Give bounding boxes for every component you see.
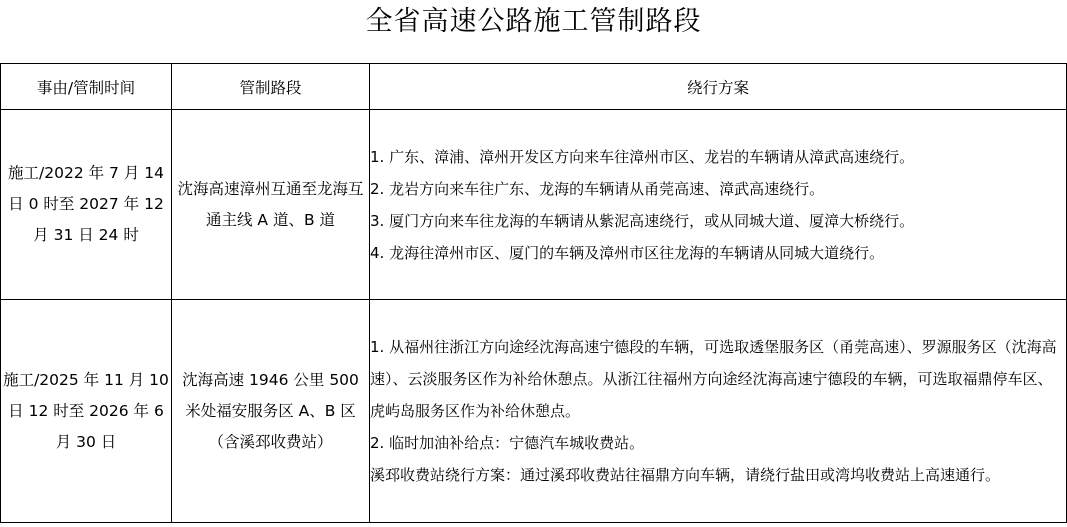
construction-control-table xyxy=(0,63,1067,523)
detour-plan-cell xyxy=(370,110,1067,300)
detour-plan-line: 溪邳收费站绕行方案：通过溪邳收费站往福鼎方向车辆，请绕行盐田或湾坞收费站上高速通行。 xyxy=(370,466,1001,484)
controlled-section-cell: 沈海高速 1946 公里 500 米处福安服务区 A、B 区（含溪邳收费站） xyxy=(172,300,370,523)
detour-plan-cell xyxy=(370,300,1067,523)
header-controlled-section: 管制路段 xyxy=(172,64,370,110)
table-header-row xyxy=(1,64,1067,110)
reason-time-cell: 施工/2022 年 7 月 14 日 0 时至 2027 年 12 月 31 日 24 时 xyxy=(1,110,172,300)
table-row xyxy=(1,110,1067,300)
detour-plan-line: 1. 从福州往浙江方向途经沈海高速宁德段的车辆，可选取透堡服务区（甬莞高速）、罗源服务区（沈海高速）、云淡服务区作为补给休憩点。从浙江往福州方向途经沈海高速宁德段的车辆，可选取福鼎停车区、虎屿岛服务区作为补给休憩点。 xyxy=(370,338,1057,420)
header-detour-plan: 绕行方案 xyxy=(370,64,1067,110)
detour-plan-line: 4. 龙海往漳州市区、厦门的车辆及漳州市区往龙海的车辆请从同城大道绕行。 xyxy=(370,243,885,262)
controlled-section-cell: 沈海高速漳州互通至龙海互通主线 A 道、B 道 xyxy=(172,110,370,300)
detour-plan-line: 2. 临时加油补给点：宁德汽车城收费站。 xyxy=(370,434,645,452)
detour-plan-line: 2. 龙岩方向来车往广东、龙海的车辆请从甬莞高速、漳武高速绕行。 xyxy=(370,179,825,198)
page-title: 全省高速公路施工管制路段 xyxy=(365,6,702,37)
table-row xyxy=(1,300,1067,523)
detour-plan-line: 1. 广东、漳浦、漳州开发区方向来车往漳州市区、龙岩的车辆请从漳武高速绕行。 xyxy=(370,147,915,166)
reason-time-cell: 施工/2025 年 11 月 10 日 12 时至 2026 年 6 月 30 日 xyxy=(1,300,172,523)
detour-plan-line: 3. 厦门方向来车往龙海的车辆请从紫泥高速绕行，或从同城大道、厦漳大桥绕行。 xyxy=(370,211,915,230)
header-reason-time: 事由/管制时间 xyxy=(1,64,172,110)
